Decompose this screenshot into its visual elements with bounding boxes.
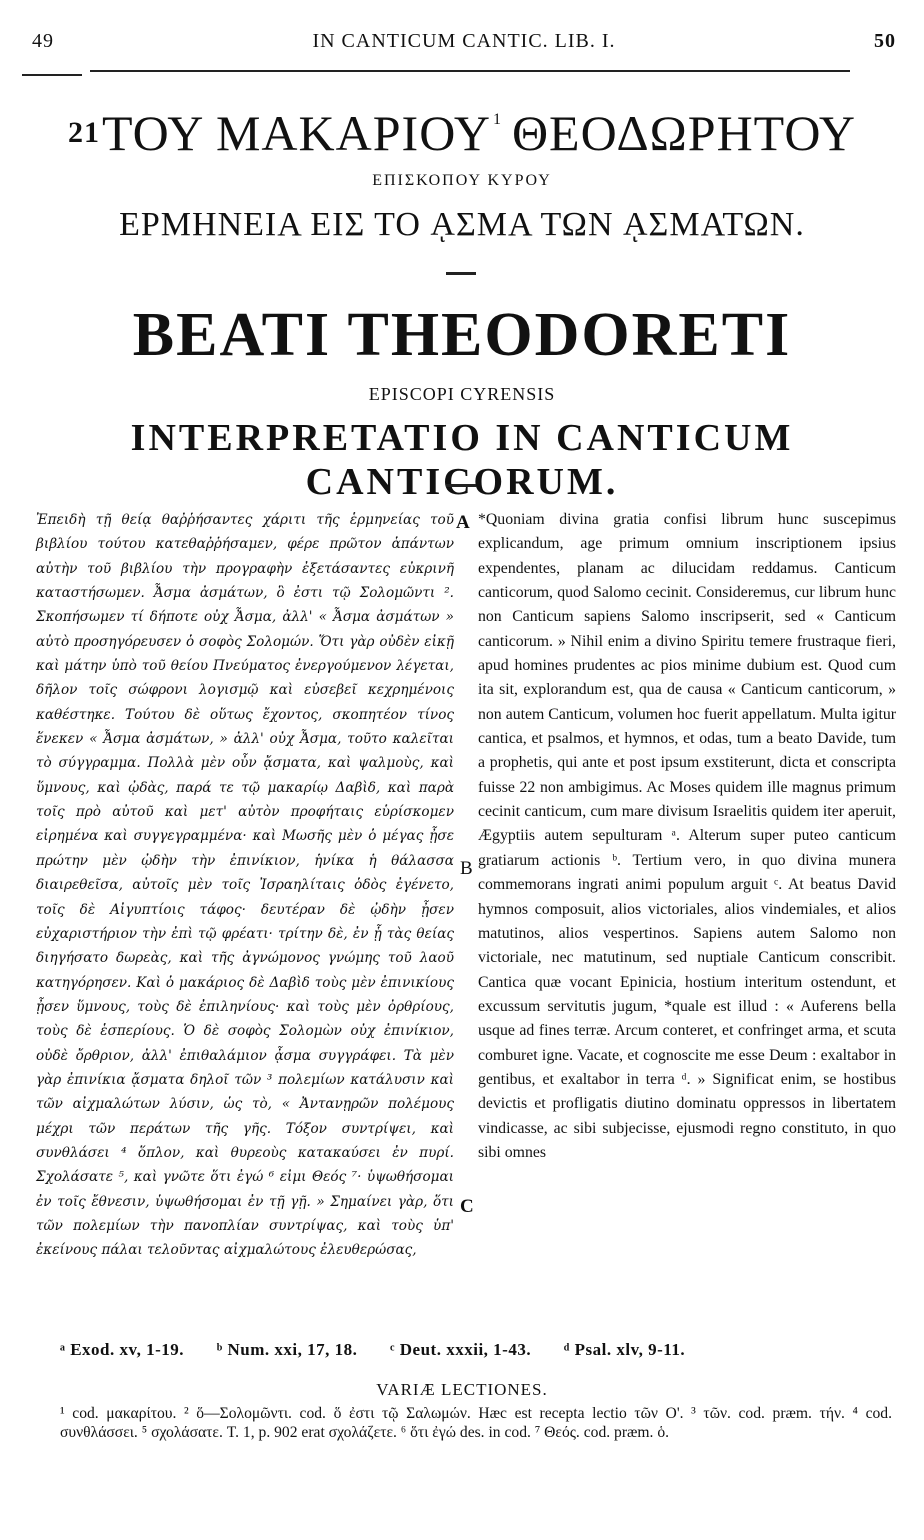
latin-paragraph: *Quoniam divina gratia confisi librum hunc suscepimus explicandum, age primum omnium inscriptionem ipsius expendentes, planam ac dilucidam reddamus. Canticum canticorum, quod Salomo cecinit. Consideremus, cur librum hunc non Canticum sapiens Salomo inscripserit, sed « Canticum canticorum. » Nihil enim a divino Spiritu temere frustraque fieri, apud homines prudentes ac pios minime dubium est. Quod cum ita sit, explorandum est, qua de causa « Canticum canticorum, » non autem Canticum, volumen hoc fuerit appellatum. Multa igitur cantica, et psalmos, et hymnos, et odas, tum a beato Davide, tum a prophetis, qui ante et post ipsum exstiterunt, dicta et conscripta fuisse 22 non ambigimus. Ac Moses quidem ille magnus primum cecinit canticum, cum mare divisum Israelitis quidem iter aperuit, Ægyptiis autem sepulturam ᵃ. Alterum super puteo canticum gratiarum actionis ᵇ. Tertium vero, in quo divina munera commemorans ingrati animi populum arguit ᶜ. At beatus David hymnos composuit, alios victoriales, alios vindemiales, et alios matutinos, alios vespertinos. Sapiens autem Salomo non victoriale, nec matutinum, sed nuptiale Canticum conscribit. Cantica quæ vocant Epinicia, hostium interitum ostendunt, et excussum servitutis jugum, *quale est illud : « Auferens bella usque ad fines terræ. Arcum conteret, et confringet arma, et scuta comburet igne. Vacate, et cognoscite me esse Deum : exaltabor in gentibus, et exaltabor in terra ᵈ. » Significat enim, se hostibus devictis et profligatis diutino dominatu oppressos in libertatem vindicasse, ac sibi subjecisse, ejusmodi regno constituto, in quo sibi omnes xyxy=(478,511,896,1161)
footnote-b: ᵇ Num. xxi, 17, 18. xyxy=(216,1340,358,1359)
running-head xyxy=(32,30,896,56)
greek-paragraph: Ἐπειδὴ τῇ θείᾳ θαῤῥήσαντες χάριτι τῆς ἑρμηνείας τοῦ βιβλίου τούτου κατεθαῤῥήσαμεν, φέρε πρῶτον ἁπάντων αὐτὴν τοῦ βιβλίου τὴν προγραφὴν ἐξετάσαντες εὐκρινῆ καταστήσωμεν. Ἆσμα ἀσμάτων, ὃ ἐστι τῷ Σολομῶντι ². Σκοπήσωμεν τί δήποτε οὐχ Ἆσμα, ἀλλ' « Ἆσμα ἀσμάτων » αὐτὸ προσηγόρευσεν ὁ σοφὸς Σολομών. Ὅτι γὰρ οὐδὲν εἰκῇ καὶ μάτην ὑπὸ τοῦ θείου Πνεύματος ἐνεργούμενον λέγεται, δῆλον τοῖς σώφρονι λογισμῷ καὶ εὐσεβεῖ κεχρημένοις καθέστηκε. Τούτου δὲ οὕτως ἔχοντος, σκοπητέον τίνος ἕνεκεν « Ἆσμα ἀσμάτων, » ἀλλ' οὐχ Ἆσμα, τοῦτο καλεῖται τὸ σύγγραμμα. Πολλὰ μὲν οὖν ᾄσματα, καὶ ψαλμοὺς, καὶ ὕμνους, καὶ ᾠδὰς, παρά τε τῷ μακαρίῳ Δαβὶδ, καὶ παρὰ τοῖς πρὸ αὐτοῦ καὶ μετ' αὐτὸν προφήταις εὑρίσκομεν εἰρημένα καὶ συγγεγραμμένα· καὶ Μωσῆς μὲν ὁ μέγας ᾖσε πρώτην μὲν ᾠδὴν τὴν ἐπινίκιον, ἡνίκα ἡ θάλασσα διαιρεθεῖσα, αὐτοῖς μὲν τοῖς Ἰσραηλίταις ὁδὸς ἐγένετο, τοῖς δὲ Αἰγυπτίοις τάφος· δευτέραν δὲ ᾠδὴν ᾖσεν εὐχαριστήριον τὴν ἐπὶ τῷ φρέατι· τρίτην δὲ, ἐν ᾗ τὰς θείας διηγήσατο δωρεὰς, καὶ τῆς ἀγνώμονος γνώμης τοῦ λαοῦ κατηγόρησεν. Καὶ ὁ μακάριος δὲ Δαβὶδ τοὺς μὲν ἐπινικίους ᾖσεν ὕμνους, τοὺς δὲ ἐπιληνίους· καὶ τοὺς μὲν ὀρθρίους, τοὺς δὲ ἑσπερίους. Ὁ δὲ σοφὸς Σολομὼν οὐχ ἐπινίκιον, οὐδὲ ὄρθριον, ἀλλ' ἐπιθαλάμιον ᾆσμα συγγράφει. Τὰ μὲν γὰρ ἐπινίκια ᾄσματα δηλοῖ τῶν ³ πολεμίων κατάλυσιν καὶ τῶν αἰχμαλώτων λύσιν, ὡς τὸ, « Ἀντανῃρῶν πολέμους μέχρι τῶν περάτων τῆς γῆς. Τόξον συντρίψει, καὶ συνθλάσει ⁴ ὅπλον, καὶ θυρεοὺς κατακαύσει ἐν πυρί. Σχολάσατε ⁵, καὶ γνῶτε ὅτι ἐγώ ⁶ εἰμι Θεός ⁷· ὑψωθήσομαι ἐν τοῖς ἔθνεσιν, ὑψωθήσομαι ἐν τῇ γῇ. » Σημαίνει γὰρ, ὅτι τῶν πολεμίων τὴν πανοπλίαν συντρίψας, καὶ τοὺς ὑπ' ἐκείνους πάλαι τελοῦντας αἰχμαλώτους ἐλευθερώσας, xyxy=(36,512,454,1259)
page-number-right: 50 xyxy=(874,30,896,52)
variae-text: ¹ cod. μακαρίτου. ² ὅ—Σολομῶντι. cod. ὅ ἐστι τῷ Σαλωμών. Hæc est recepta lectio τῶν Ο'. ³ τῶν. cod. præm. τήν. ⁴ cod. συνθλάσσει. ⁵ σχολάσατε. T. 1, p. 902 erat σχολάζετε. ⁶ ὅτι ἐγώ des. in cod. ⁷ Θεός. cod. præm. ὁ. xyxy=(60,1405,892,1441)
variae-lectiones-title: VARIÆ LECTIONES. xyxy=(376,1380,548,1399)
margin-marker-a: A xyxy=(456,512,470,533)
latin-work-title: INTERPRETATIO IN CANTICUM CANTICORUM. xyxy=(130,417,794,503)
footnote-a: ᵃ Exod. xv, 1-19. xyxy=(60,1340,184,1359)
greek-title xyxy=(0,104,924,162)
latin-subtitle: EPISCOPI CYRENSIS xyxy=(368,384,556,404)
footnote-d: ᵈ Psal. xlv, 9-11. xyxy=(563,1340,686,1359)
divider-dash xyxy=(446,272,476,275)
greek-subtitle: ΕΠΙΣΚΟΠΟΥ ΚΥΡΟΥ xyxy=(372,172,552,189)
greek-work-title: ΕΡΜΗΝΕΙΑ ΕΙΣ ΤΟ ᾼΣΜΑ ΤΩΝ ᾼΣΜΑΤΩΝ. xyxy=(119,206,805,243)
footnotes xyxy=(60,1340,880,1360)
column-number: 21 xyxy=(67,116,100,149)
running-title: IN CANTICUM CANTIC. LIB. I. xyxy=(312,30,616,52)
divider-dash xyxy=(446,484,476,487)
greek-title-name: ΘΕΟΔΩΡΗΤΟΥ xyxy=(511,105,857,161)
greek-title-footnote: 1 xyxy=(492,111,502,128)
footnote-c: ᶜ Deut. xxxii, 1-43. xyxy=(390,1340,532,1359)
latin-column xyxy=(478,508,896,1165)
greek-column xyxy=(36,508,454,1263)
header-rule-left xyxy=(22,74,82,76)
variae-lectiones xyxy=(60,1404,892,1442)
greek-title-main: ΤΟΥ ΜΑΚΑΡΙΟΥ xyxy=(101,105,491,161)
page-number-left: 49 xyxy=(32,30,54,52)
latin-title: BEATI THEODORETI xyxy=(132,301,792,369)
margin-marker-b: B xyxy=(460,858,473,879)
header-rule xyxy=(90,70,850,72)
margin-marker-c: C xyxy=(460,1196,474,1217)
